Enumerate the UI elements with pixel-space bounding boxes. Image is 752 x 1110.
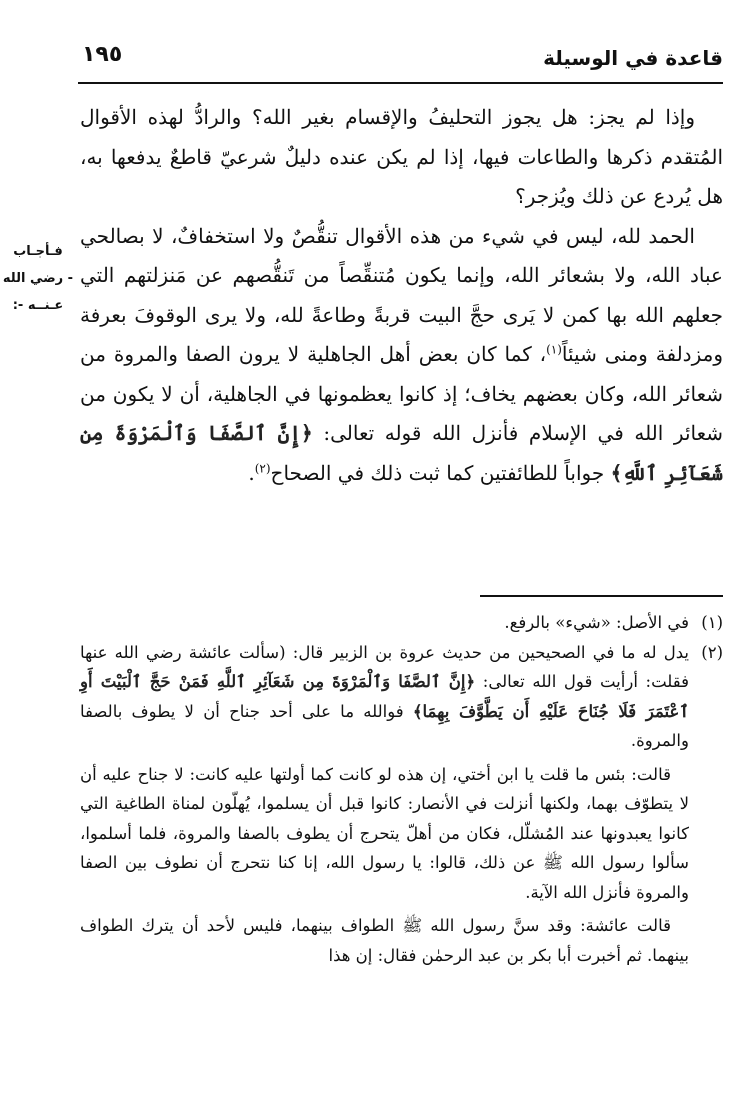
footnote-2-number: (٢): [701, 642, 723, 662]
page-number: ١٩٥: [82, 42, 123, 67]
footnote-1-number: (١): [701, 613, 723, 632]
footnote-1-text: في الأصل: «شيء» بالرفع.: [504, 613, 689, 632]
running-title: قاعدة في الوسيلة: [543, 46, 723, 70]
footnote-2-paragraph-1: [80, 638, 689, 756]
page-header: [78, 40, 723, 84]
margin-note-line-1: فـأجـاب: [13, 244, 63, 259]
quran-verse: ﴿إِنَّ ٱلصَّفَا وَٱلْمَرْوَةَ مِن شَعَآئِرِ ٱللَّهِ﴾: [80, 421, 723, 485]
footnote-ref-2[interactable]: (٢): [254, 460, 271, 475]
footnote-2-text-a: يدل له ما في الصحيحين من حديث عروة بن الزبير قال: (سألت عائشة رضي الله عنها فقلت: أرأيت قول الله تعالى:: [80, 642, 690, 691]
footnotes: [80, 608, 723, 970]
margin-note: [2, 238, 74, 319]
answer-text-a: الحمد لله، ليس في شيء من هذه الأقوال تنقُّصٌ ولا استخفافٌ، لا بصالحي عباد الله، ولا بشعائر الله، وإنما يكون مُتنقِّصاً من تَنقُّصهم عن مَنزلتهم التي جعلهم الله بها كمن لا يَرى حجَّ البيت قربةً وطاعةً لله، ولا يرى الوقوفَ بعرفة ومزدلفة ومنى شيئاً: [80, 223, 723, 366]
footnote-ref-1[interactable]: (١): [546, 342, 562, 357]
footnote-2: [80, 638, 723, 971]
answer-text-b: ، كما كان بعض أهل الجاهلية لا يرون الصفا والمروة من شعائر الله، وكان بعضهم يخاف؛ إذ كانوا يعظمونها في الجاهلية، أن لا يكون من شعائر الله في الإسلام فأنزل الله قوله تعالى:: [80, 342, 724, 445]
question-paragraph: وإذا لم يجز: هل يجوز التحليفُ والإقسام بغير الله؟ والرادُّ لهذه الأقوال المُتقدم ذكرها والطاعات فيها، إذا لم يكن عنده دليلٌ شرعيّ قاطعٌ يدفعها به، هل يُردع عن ذلك ويُزجر؟: [80, 105, 723, 208]
footnote-2-paragraph-3: قالت عائشة: وقد سنَّ رسول الله ﷺ الطواف بينهما، فليس لأحد أن يترك الطواف بينهما. ثم أخبرت أبا بكر بن عبد الرحمٰن فقال: إن هذا: [80, 916, 689, 965]
answer-paragraph: [80, 217, 723, 494]
footnote-2-text-b: فوالله ما على أحد جناح أن لا يطوف بالصفا والمروة.: [80, 701, 689, 750]
answer-text-d: .: [248, 460, 255, 485]
answer-text-c: جواباً للطائفتين كما ثبت ذلك في الصحاح: [270, 460, 605, 485]
footnote-1: [80, 608, 723, 638]
margin-note-line-2: - رضي الله: [2, 271, 74, 286]
margin-note-line-3: عـنــه -:: [12, 298, 64, 313]
main-text: [80, 98, 723, 493]
footnote-separator: [480, 595, 723, 597]
footnote-2-quran-verse: ﴿إِنَّ ٱلصَّفَا وَٱلْمَرْوَةَ مِن شَعَآئِرِ ٱللَّهِ فَمَنْ حَجَّ ٱلْبَيْتَ أَوِ ٱعْتَمَرَ فَلَا جُنَاحَ عَلَيْهِ أَن يَطَّوَّفَ بِهِمَا﴾: [80, 672, 689, 721]
footnote-2-paragraph-2: قالت: بئس ما قلت يا ابن أختي، إن هذه لو كانت كما أولتها عليه كانت: لا جناح عليه أن لا يتطوّف بهما، ولكنها أنزلت في الأنصار: كانوا قبل أن يسلموا، يُهلّون لمناة الطاغية التي كانوا يعبدونها عند المُشلّل، فكان من أهلّ يتحرج أن يطوف بالصفا والمروة، فلما أسلموا، سألوا رسول الله ﷺ عن ذلك، قالوا: يا رسول الله، إنا كنا نتحرج أن نطوف بين الصفا والمروة فأنزل الله الآية.: [80, 764, 689, 902]
